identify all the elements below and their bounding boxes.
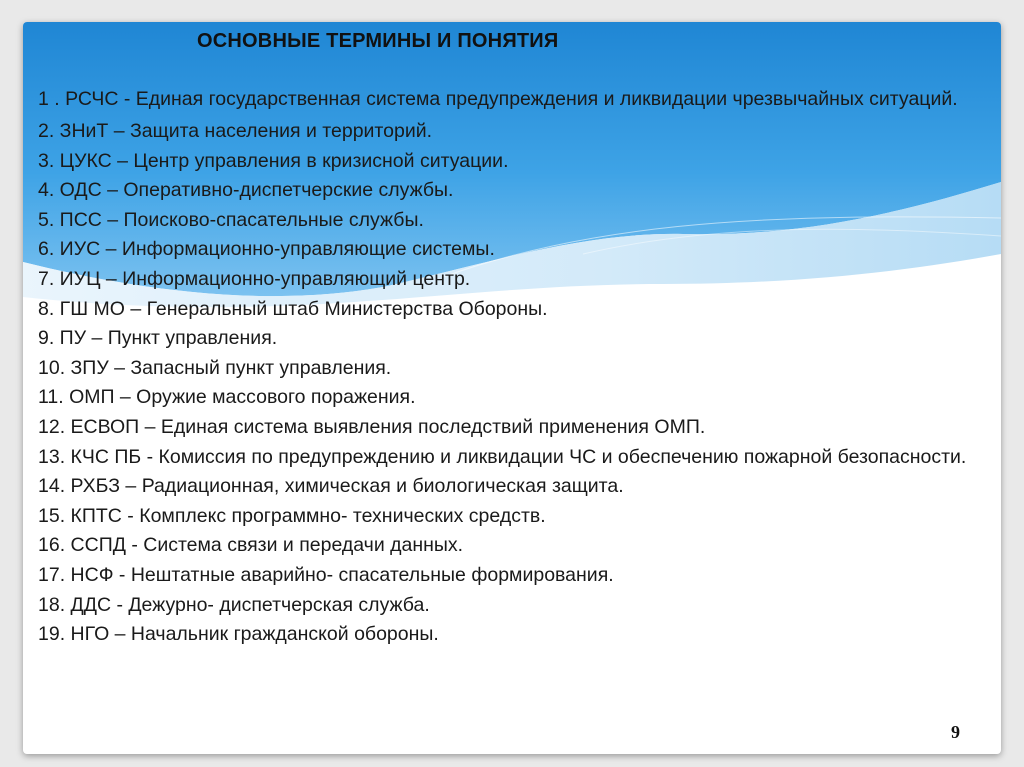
term-item: 2. ЗНиТ – Защита населения и территорий.	[38, 120, 433, 142]
term-item: 9. ПУ – Пункт управления.	[38, 327, 278, 350]
term-item: 18. ДДС - Дежурно- диспетчерская служба.	[38, 593, 430, 616]
term-item: 12. ЕСВОП – Единая система выявления последствий применения ОМП.	[38, 415, 706, 438]
term-item: 1 . РСЧС - Единая государственная система предупреждения и ликвидации чрезвычайных ситуаций.	[38, 88, 958, 110]
term-item: 5. ПСС – Поисково-спасательные службы.	[38, 208, 424, 231]
term-item: 4. ОДС – Оперативно-диспетчерские службы.	[38, 179, 454, 202]
term-item: 11. ОМП – Оружие массового поражения.	[38, 386, 416, 409]
term-item: 8. ГШ МО – Генеральный штаб Министерства Обороны.	[38, 297, 548, 320]
page-number: 9	[951, 722, 960, 742]
term-item: 10. ЗПУ – Запасный пункт управления.	[38, 356, 392, 379]
term-item: 19. НГО – Начальник гражданской обороны.	[38, 623, 439, 646]
slide-title: ОСНОВНЫЕ ТЕРМИНЫ И ПОНЯТИЯ	[197, 30, 559, 52]
term-item: 16. ССПД - Система связи и передачи данных.	[38, 534, 464, 557]
term-item: 7. ИУЦ – Информационно-управляющий центр.	[38, 267, 471, 290]
term-item: 6. ИУС – Информационно-управляющие системы.	[38, 238, 495, 261]
term-item: 3. ЦУКС – Центр управления в кризисной ситуации.	[38, 149, 509, 172]
term-item: 15. КПТС - Комплекс программно- технических средств.	[38, 504, 546, 527]
terms-list	[38, 82, 978, 650]
term-item: 17. НСФ - Нештатные аварийно- спасательные формирования.	[38, 563, 614, 586]
slide	[23, 22, 1001, 754]
term-item: 14. РХБЗ – Радиационная, химическая и биологическая защита.	[38, 475, 624, 498]
term-item: 13. КЧС ПБ - Комиссия по предупреждению и ликвидации ЧС и обеспечению пожарной безопасности.	[38, 445, 967, 468]
